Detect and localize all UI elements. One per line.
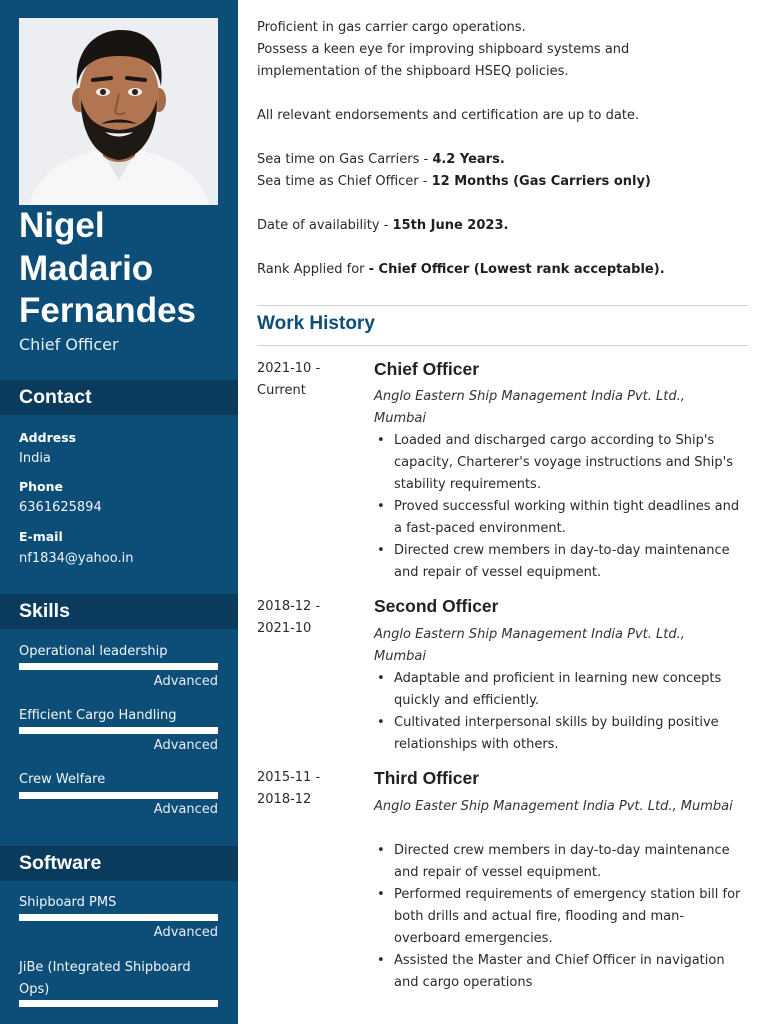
software-bar [19, 914, 218, 921]
work-history-heading: Work History [257, 313, 375, 334]
summary-line: Proficient in gas carrier cargo operations. [257, 20, 526, 35]
email-value: nf1834@yahoo.in [19, 551, 134, 566]
job-bullet: • Directed crew members in day-to-day maintenance and repair of vessel equipment. [374, 840, 748, 884]
phone-value: 6361625894 [19, 500, 102, 515]
sea-time-chief-value: 12 Months (Gas Carriers only) [431, 174, 651, 189]
profile-photo [19, 18, 218, 205]
software-level: Advanced [153, 925, 218, 940]
skill-name: Efficient Cargo Handling [19, 708, 177, 723]
skill-name: Crew Welfare [19, 772, 106, 787]
job-date [257, 767, 357, 811]
job-date-from: 2021-10 - [257, 361, 321, 376]
contact-heading-label: Contact [19, 386, 92, 408]
sidebar [0, 0, 238, 1024]
job-bullet: • Cultivated interpersonal skills by building positive relationships with others. [374, 712, 748, 756]
software-name: JiBe (Integrated Shipboard Ops) [19, 960, 191, 997]
skill-level: Advanced [153, 738, 218, 753]
phone-label: Phone [19, 479, 64, 494]
job-date-from: 2015-11 - [257, 770, 321, 785]
job-date-to: Current [257, 383, 306, 398]
software-bar-fill [19, 914, 218, 921]
job-date-to: 2018-12 [257, 792, 312, 807]
job-bullet: • Directed crew members in day-to-day maintenance and repair of vessel equipment. [374, 540, 748, 584]
job-company: Anglo Eastern Ship Management India Pvt. Ltd., Mumbai [374, 389, 685, 426]
software-bar-fill [19, 1000, 218, 1007]
sea-time-chief-label: Sea time as Chief Officer - [257, 174, 432, 189]
job-date-to: 2021-10 [257, 621, 312, 636]
software-name: Shipboard PMS [19, 895, 117, 910]
skills-heading-label: Skills [19, 600, 70, 622]
job-date [257, 596, 357, 640]
skill-bar [19, 727, 218, 734]
job-date-from: 2018-12 - [257, 599, 321, 614]
job-bullets [374, 668, 748, 756]
email-label: E-mail [19, 529, 63, 544]
skill-level: Advanced [153, 674, 218, 689]
rank-applied-label: Rank Applied for [257, 262, 369, 277]
job-bullet: • Adaptable and proficient in learning new concepts quickly and efficiently. [374, 668, 748, 712]
skill-bar [19, 663, 218, 670]
job-company: Anglo Eastern Ship Management India Pvt. Ltd., Mumbai [374, 627, 685, 664]
skill-bar-fill [19, 727, 218, 734]
skill-bar-fill [19, 792, 218, 799]
software-heading [0, 846, 238, 881]
availability [257, 215, 508, 237]
rank-applied [257, 259, 665, 281]
availability-label: Date of availability - [257, 218, 393, 233]
candidate-name: Nigel Madario Fernandes [19, 206, 196, 330]
skill-name: Operational leadership [19, 644, 168, 659]
job-role: Third Officer [374, 768, 480, 788]
job-bullets [374, 840, 748, 994]
skill-level: Advanced [153, 802, 218, 817]
software-bar [19, 1000, 218, 1007]
software-heading-label: Software [19, 852, 102, 874]
sea-time-gas-label: Sea time on Gas Carriers - [257, 152, 433, 167]
summary-line: All relevant endorsements and certification are up to date. [257, 108, 640, 123]
sea-time-gas [257, 149, 505, 171]
sea-time-chief [257, 171, 651, 193]
job-bullet: • Loaded and discharged cargo according to Ship's capacity, Charterer's voyage instructions and Ship's stability requirements. [374, 430, 748, 496]
summary-line: Possess a keen eye for improving shipboard systems and [257, 42, 630, 57]
contact-heading [0, 380, 238, 415]
skill-bar-fill [19, 663, 218, 670]
address-value: India [19, 451, 51, 466]
job-bullet: • Assisted the Master and Chief Officer in navigation and cargo operations [374, 950, 748, 994]
job-bullet: • Performed requirements of emergency station bill for both drills and actual fire, flooding and man-overboard emergencies. [374, 884, 748, 950]
candidate-title: Chief Officer [19, 335, 119, 354]
rank-applied-value: - Chief Officer (Lowest rank acceptable). [368, 262, 665, 277]
job-bullet: • Proved successful working within tight deadlines and a fast-paced environment. [374, 496, 748, 540]
job-role: Chief Officer [374, 359, 480, 379]
skills-heading [0, 594, 238, 629]
sea-time-gas-value: 4.2 Years. [432, 152, 505, 167]
address-label: Address [19, 430, 77, 445]
job-role: Second Officer [374, 596, 499, 616]
skill-bar [19, 792, 218, 799]
job-date [257, 358, 357, 402]
job-bullets [374, 430, 748, 584]
job-company: Anglo Easter Ship Management India Pvt. Ltd., Mumbai [374, 799, 733, 814]
divider [257, 305, 748, 306]
availability-value: 15th June 2023. [392, 218, 509, 233]
divider [257, 345, 748, 346]
summary-line: implementation of the shipboard HSEQ policies. [257, 64, 569, 79]
